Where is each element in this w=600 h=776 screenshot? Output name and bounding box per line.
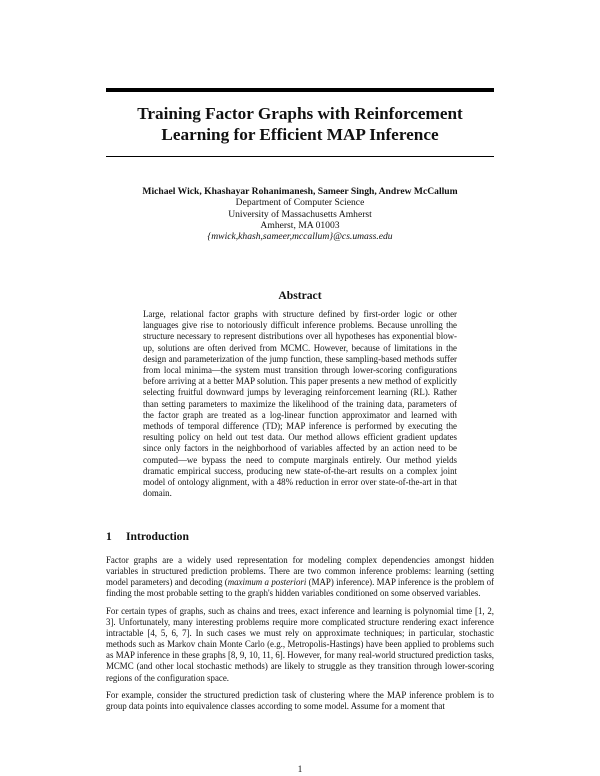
- abstract-heading: Abstract: [278, 289, 322, 302]
- section-title: Introduction: [126, 530, 189, 543]
- author-names: Michael Wick, Khashayar Rohanimanesh, Sameer Singh, Andrew McCallum: [142, 186, 458, 197]
- intro-p1-text-a: Factor graphs are a widely used representation for modeling complex dependencies amongst hidden variables in structured prediction problems. There are two common inference problems: learning (setting model parameters) and decoding (: [106, 555, 494, 588]
- author-university: University of Massachusetts Amherst: [228, 208, 372, 220]
- author-block: [106, 186, 494, 242]
- title-bottom-rule: [106, 156, 494, 157]
- author-address: Amherst, MA 01003: [260, 219, 340, 231]
- intro-paragraph-2: For certain types of graphs, such as chains and trees, exact inference and learning is polynomial time [1, 2, 3]. Unfortunately, many interesting problems require more complicated structure rendering exact inference intractable [4, 5, 6, 7]. In such cases we must rely on approximate techniques; in particular, stochastic methods such as Markov chain Monte Carlo (e.g., Metropolis-Hastings) have been applied to problems such as MAP inference in these graphs [8, 9, 10, 11, 6]. However, for many real-world structured prediction tasks, MCMC (and other local stochastic methods) are likely to struggle as they transition through lower-scoring regions of the configuration space.: [106, 605, 494, 683]
- author-department: Department of Computer Science: [235, 197, 365, 209]
- section-number: 1: [106, 530, 112, 543]
- title-top-rule: [106, 88, 494, 92]
- introduction-body: [106, 555, 494, 718]
- author-email: {mwick,khash,sameer,mccallum}@cs.umass.edu: [207, 231, 393, 243]
- intro-p1-emphasis: maximum a posteriori: [227, 577, 307, 588]
- paper-title: [106, 103, 494, 145]
- intro-paragraph-1: [106, 555, 494, 600]
- abstract-text: Large, relational factor graphs with structure defined by first-order logic or other languages give rise to notoriously difficult inference problems. Because unrolling the structure necessary to represent distributions over all hypotheses has exponential blow-up, solutions are often derived from MCMC. However, because of limitations in the design and parameterization of the jump function, these sampling-based methods suffer from local minima—the system must transition through lower-scoring configurations before arriving at a better MAP solution. This paper presents a new method of explicitly selecting fruitful downward jumps by leveraging reinforcement learning (RL). Rather than setting parameters to maximize the likelihood of the training data, parameters of the factor graph are treated as a log-linear function approximator and learned with methods of temporal difference (TD); MAP inference is performed by executing the resulting policy on held out test data. Our method allows efficient gradient updates since only factors in the neighborhood of variables affected by an action need to be computed—we bypass the need to compute marginals entirely. Our method yields dramatic empirical success, producing new state-of-the-art results on a complex joint model of ontology alignment, with a 48% reduction in error over state-of-the-art in that domain.: [143, 309, 457, 499]
- intro-p1-text-b: (MAP) inference). MAP inference is the problem of finding the most probable setting to the graph's hidden variables conditioned on some observed variables.: [106, 577, 494, 599]
- section-heading-introduction: [106, 530, 494, 543]
- page-number: 1: [297, 765, 303, 775]
- title-line-1: Training Factor Graphs with Reinforcement: [137, 104, 463, 123]
- intro-paragraph-3: For example, consider the structured prediction task of clustering where the MAP inference problem is to group data points into equivalence classes according to some model. Assume for a moment that: [106, 689, 494, 711]
- title-line-2: Learning for Efficient MAP Inference: [161, 125, 439, 144]
